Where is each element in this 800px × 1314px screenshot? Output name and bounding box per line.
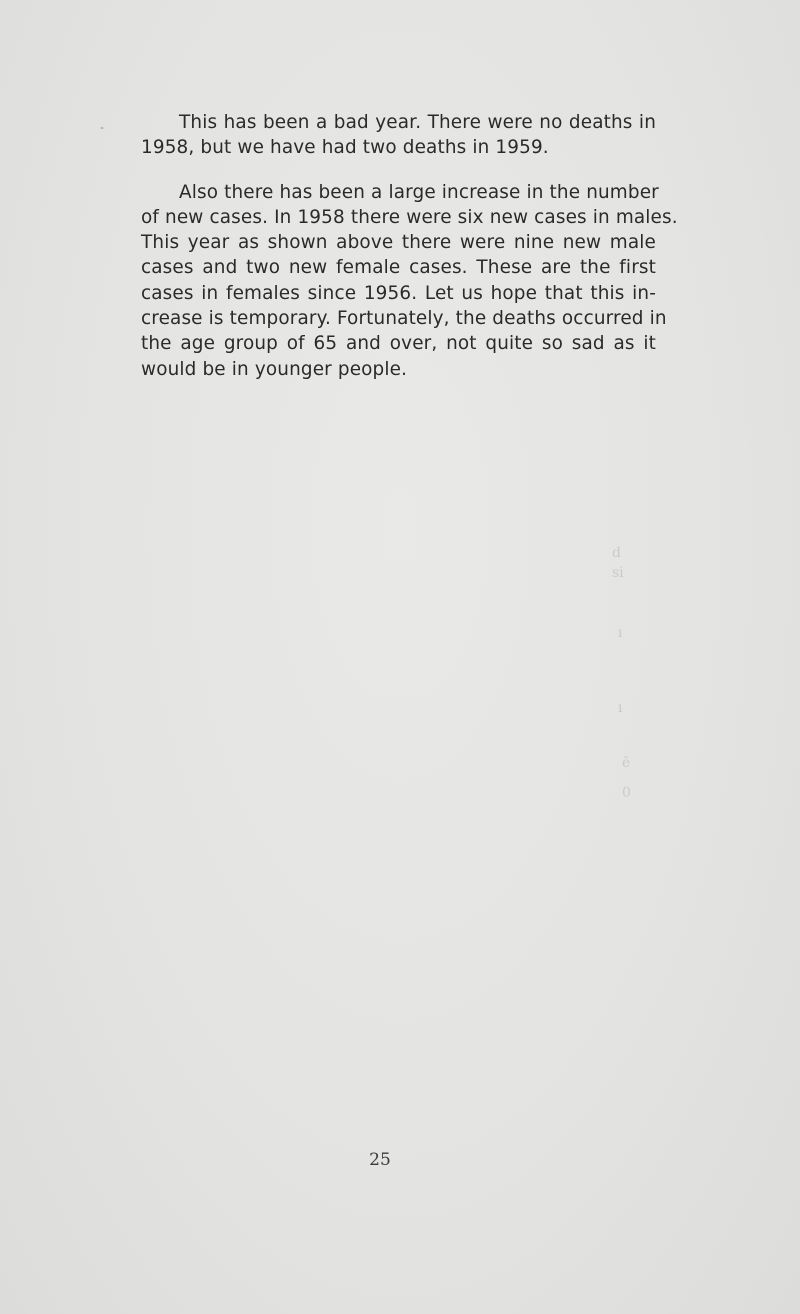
- paragraph-1: [141, 110, 656, 161]
- text-line: 1958, but we have had two deaths in 1959.: [141, 137, 549, 159]
- text-line: This has been a bad year. There were no deaths in: [179, 112, 656, 133]
- show-through-mark: si: [612, 565, 624, 581]
- text-line: cases and two new female cases. These are the first: [141, 257, 656, 279]
- text-line: would be in younger people.: [141, 358, 408, 380]
- show-through-mark: ı: [618, 700, 623, 716]
- page-number: 25: [369, 1150, 391, 1170]
- paragraph-2: [141, 180, 678, 382]
- text-line: the age group of 65 and over, not quite so sad as it: [141, 333, 656, 355]
- text-line: crease is temporary. Fortunately, the deaths occurred in: [141, 308, 667, 330]
- margin-mark: ˷: [100, 120, 104, 129]
- text-line: of new cases. In 1958 there were six new cases in males.: [141, 206, 678, 228]
- text-line: cases in females since 1956. Let us hope that this in-: [141, 282, 656, 304]
- text-line: Also there has been a large increase in the number: [179, 181, 659, 203]
- show-through-mark: ı: [618, 625, 623, 641]
- show-through-mark: ē: [622, 755, 631, 771]
- text-line: This year as shown above there were nine new male: [141, 232, 656, 254]
- show-through-mark: d: [612, 545, 621, 561]
- body-text: [141, 110, 678, 382]
- show-through-mark: 0: [622, 785, 631, 801]
